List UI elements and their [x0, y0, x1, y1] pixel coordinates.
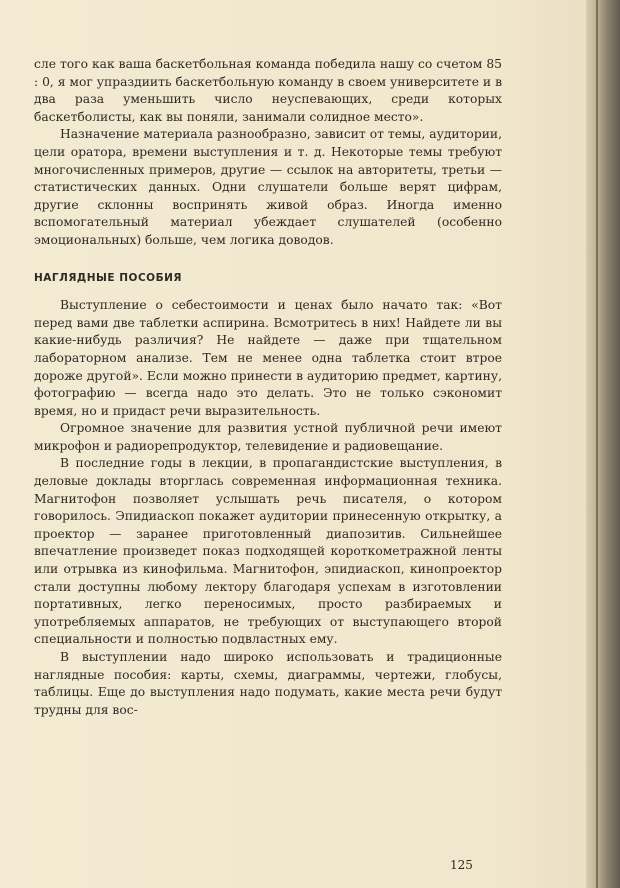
paragraph: Выступление о себестоимости и ценах было начато так: «Вот перед вами две таблетки аспирина. Всмотритесь в них! Найдете ли вы какие-нибудь различия? Не найдете — даже при тщательном лабораторном анализе. Тем не менее одна таблетка стоит втрое дороже другой». Если можно принести в аудиторию предмет, картину, фотографию — всегда надо это делать. Это не только сэкономит время, но и придаст речи выразительность.	[34, 298, 502, 418]
paragraph-continued: сле того как ваша баскетбольная команда победила нашу со счетом 85 : 0, я мог упраздиить баскетбольную команду в своем университете и в два раза уменьшить число неуспевающих, среди которых баскетболисты, как вы поняли, занимали солидное место».	[34, 57, 502, 124]
page-number: 125	[450, 858, 473, 872]
paragraph: Назначение материала разнообразно, зависит от темы, аудитории, цели оратора, времени выступления и т. д. Некоторые темы требуют многочисленных примеров, другие — ссылок на авторитеты, третьи — статистических данных. Одни слушатели больше верят цифрам, другие склонны воспринять живой образ. Иногда именно вспомогательный материал убеждает слушателей (особенно эмоциональных) больше, чем логика доводов.	[34, 127, 502, 247]
paragraph: В последние годы в лекции, в пропагандистские выступления, в деловые доклады вторглась современная информационная техника. Магнитофон позволяет услышать речь писателя, о котором говорилось. Эпидиаскоп покажет аудитории принесенную открытку, а проектор — заранее приготовленный диапозитив. Сильнейшее впечатление произведет показ подходящей короткометражной ленты или отрывка из кинофильма. Магнитофон, эпидиаскоп, кинопроектор стали доступны любому лектору благодаря успехам в изготовлении портативных, легко переносимых, просто разбираемых и употребляемых аппаратов, не требующих от выступающего второй специальности и полностью подвластных ему.	[34, 456, 502, 647]
paragraph: В выступлении надо широко использовать и традиционные наглядные пособия: карты, схемы, диаграммы, чертежи, глобусы, таблицы. Еще до выступления надо подумать, какие места речи будут трудны для вос-	[34, 650, 502, 717]
book-spine	[586, 0, 620, 888]
section-heading: НАГЛЯДНЫЕ ПОСОБИЯ	[34, 271, 182, 284]
page-text	[34, 56, 502, 719]
spine-edge	[596, 0, 598, 888]
paragraph: Огромное значение для развития устной публичной речи имеют микрофон и радиорепродуктор, телевидение и радиовещание.	[34, 421, 502, 453]
